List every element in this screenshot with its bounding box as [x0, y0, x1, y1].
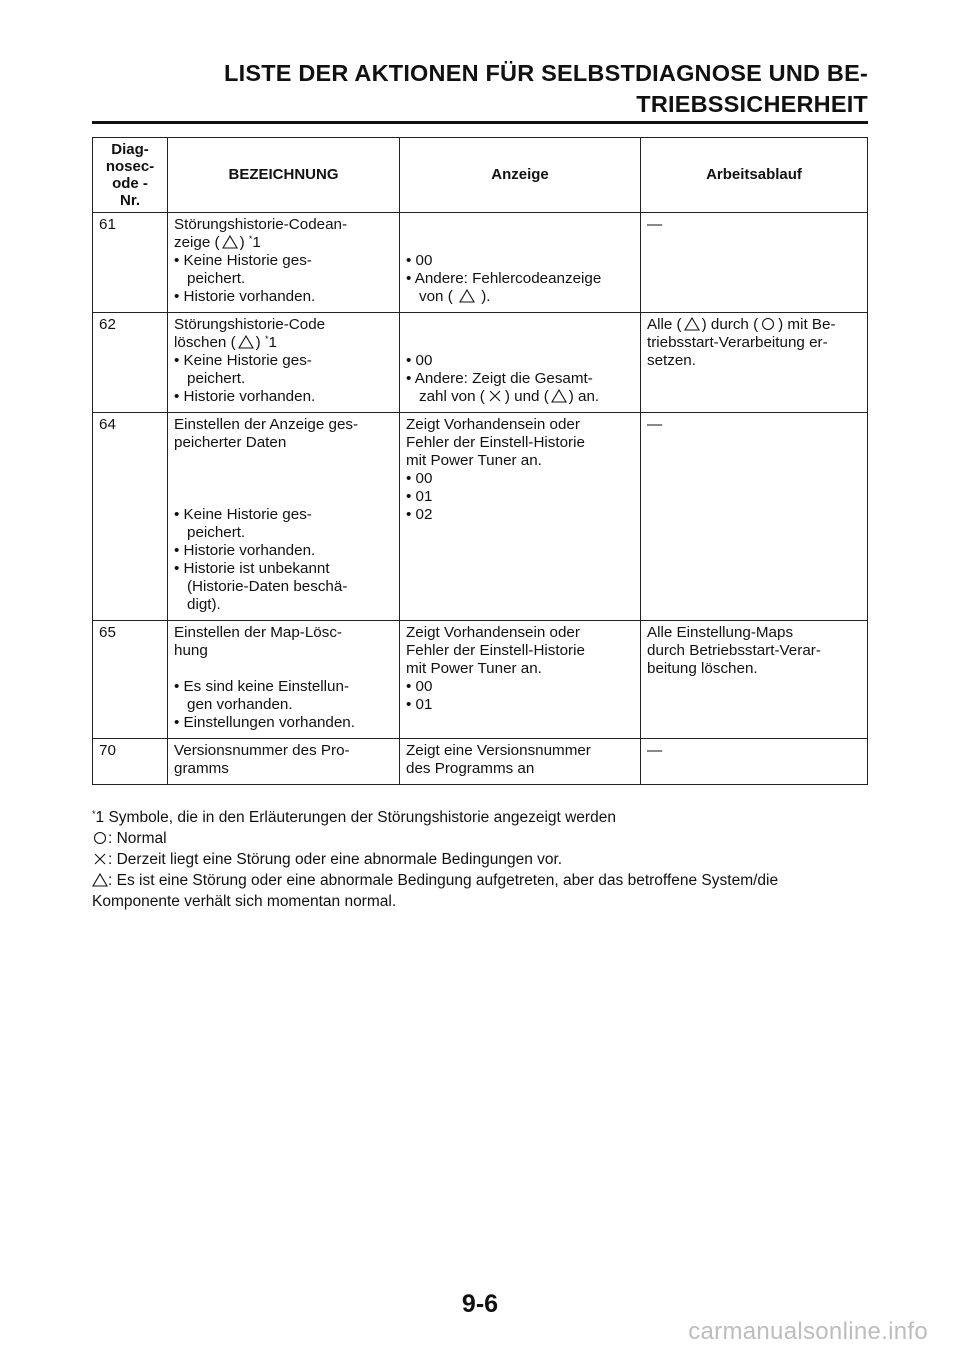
cross-icon: [92, 852, 108, 866]
display-text: Zeigt eine Versionsnummer: [406, 742, 591, 759]
name-text: [174, 334, 393, 352]
procedure-text: durch Betriebsstart-Verar-: [647, 642, 821, 659]
header-arbeitsablauf: Arbeitsablauf: [641, 138, 868, 213]
name-text: Einstellen der Anzeige ges-: [174, 416, 359, 433]
procedure-text: Alle Einstellung-Maps: [647, 624, 794, 641]
display-cell: [400, 313, 641, 413]
page-title: [224, 58, 868, 120]
name-cell: [168, 313, 400, 413]
procedure-text: triebsstart-Verarbeitung er-: [647, 334, 828, 351]
legend-text: : Derzeit liegt eine Störung oder eine abnormale Bedingungen vor.: [108, 851, 563, 868]
code-cell: 64: [93, 413, 168, 621]
name-text: Störungshistorie-Codean-: [174, 216, 348, 233]
display-text-a: zahl von (: [419, 388, 485, 405]
procedure-text-a: Alle (: [647, 316, 682, 333]
name-text: gramms: [174, 760, 229, 777]
cross-icon: [487, 389, 503, 403]
table-row: [93, 413, 868, 621]
display-continuation: [406, 388, 634, 406]
legend-circle: [92, 828, 872, 849]
display-text: Fehler der Einstell-Historie: [406, 434, 585, 451]
name-cell: [168, 213, 400, 313]
code-cell: 62: [93, 313, 168, 413]
display-value: • Andere: Fehlercodeanzeige: [406, 270, 602, 287]
code-cell: 65: [93, 621, 168, 739]
name-text-a: löschen (: [174, 334, 236, 351]
procedure-cell: —: [641, 739, 868, 785]
triangle-icon: [684, 317, 700, 331]
code-cell: 61: [93, 213, 168, 313]
bullet-item: • Historie vorhanden.: [174, 288, 316, 305]
legend-triangle: [92, 870, 872, 891]
triangle-icon: [551, 389, 567, 403]
name-text: peicherter Daten: [174, 434, 287, 451]
bullet-item: • Es sind keine Einstellun-: [174, 678, 349, 695]
bullet-item: • Historie vorhanden.: [174, 542, 316, 559]
header-bezeichnung: BEZEICHNUNG: [168, 138, 400, 213]
bullet-continuation: (Historie-Daten beschä-: [187, 578, 348, 595]
display-text-c: ) an.: [568, 388, 600, 405]
watermark: carmanualsonline.info: [688, 1318, 928, 1345]
table-row: [93, 213, 868, 313]
page-number: 9-6: [461, 1290, 499, 1318]
display-value: • 02: [406, 506, 433, 523]
display-cell: [400, 413, 641, 621]
display-cell: [400, 621, 641, 739]
display-value: • 00: [406, 678, 433, 695]
footnote-text: 1 Symbole, die in den Erläuterungen der Störungshistorie angezeigt werden: [95, 809, 616, 826]
triangle-icon: [222, 235, 238, 249]
footnote: [92, 807, 872, 828]
diagnosis-table: [92, 137, 868, 785]
name-text: Störungshistorie-Code: [174, 316, 326, 333]
display-value: • Andere: Zeigt die Gesamt-: [406, 370, 593, 387]
title-rule: [92, 121, 868, 124]
display-value: • 00: [406, 252, 433, 269]
triangle-icon: [92, 873, 108, 887]
display-cell: [400, 739, 641, 785]
display-value: • 00: [406, 352, 433, 369]
footnote-number: 1: [252, 234, 261, 251]
footnote-mark: *: [264, 334, 269, 344]
table-header-row: [93, 138, 868, 213]
footnote-mark: *: [248, 234, 253, 244]
symbol-legend: [92, 807, 872, 912]
bullet-continuation: peichert.: [187, 370, 246, 387]
name-text-b: ): [239, 234, 245, 251]
title-line-2: TRIEBSSICHERHEIT: [636, 91, 868, 117]
name-text: Einstellen der Map-Lösc-: [174, 624, 342, 641]
name-text-a: zeige (: [174, 234, 220, 251]
procedure-cell: [641, 621, 868, 739]
code-cell: 70: [93, 739, 168, 785]
legend-text: Komponente verhält sich momentan normal.: [92, 893, 397, 910]
footnote-number: 1: [268, 334, 277, 351]
display-cell: [400, 213, 641, 313]
triangle-icon: [238, 335, 254, 349]
bullet-item: • Einstellungen vorhanden.: [174, 714, 355, 731]
bullet-item: • Keine Historie ges-: [174, 252, 312, 269]
legend-text: : Normal: [108, 830, 167, 847]
display-text-b: ) und (: [504, 388, 549, 405]
display-text: Fehler der Einstell-Historie: [406, 642, 585, 659]
title-line-1: LISTE DER AKTIONEN FÜR SELBSTDIAGNOSE UND BE-: [224, 60, 868, 86]
display-text-b: ).: [481, 288, 491, 305]
name-cell: [168, 621, 400, 739]
procedure-text: beitung löschen.: [647, 660, 758, 677]
display-text-a: von (: [419, 288, 453, 305]
procedure-text: [647, 316, 861, 334]
display-value: • 01: [406, 696, 433, 713]
table-row: [93, 621, 868, 739]
name-cell: [168, 413, 400, 621]
name-text-b: ): [255, 334, 261, 351]
procedure-text-c: ) mit Be-: [778, 316, 836, 333]
display-text: des Programms an: [406, 760, 535, 777]
name-text: hung: [174, 642, 208, 659]
procedure-text-b: ) durch (: [701, 316, 759, 333]
procedure-text: setzen.: [647, 352, 696, 369]
bullet-continuation: digt).: [187, 596, 221, 613]
display-continuation: [406, 288, 634, 306]
triangle-icon: [459, 289, 475, 303]
display-text: Zeigt Vorhandensein oder: [406, 416, 580, 433]
circle-icon: [92, 831, 108, 845]
legend-cross: [92, 849, 872, 870]
display-value: • 01: [406, 488, 433, 505]
bullet-continuation: gen vorhanden.: [187, 696, 293, 713]
name-cell: [168, 739, 400, 785]
bullet-item: • Keine Historie ges-: [174, 352, 312, 369]
procedure-cell: —: [641, 213, 868, 313]
bullet-continuation: peichert.: [187, 270, 246, 287]
header-anzeige: Anzeige: [400, 138, 641, 213]
bullet-continuation: peichert.: [187, 524, 246, 541]
bullet-item: • Historie ist unbekannt: [174, 560, 330, 577]
display-value: • 00: [406, 470, 433, 487]
table-row: [93, 313, 868, 413]
table-row: [93, 739, 868, 785]
procedure-cell: —: [641, 413, 868, 621]
bullet-item: • Keine Historie ges-: [174, 506, 312, 523]
display-text: mit Power Tuner an.: [406, 452, 542, 469]
procedure-cell: [641, 313, 868, 413]
bullet-item: • Historie vorhanden.: [174, 388, 316, 405]
footnote-mark: *: [92, 809, 96, 819]
name-text: Versionsnummer des Pro-: [174, 742, 350, 759]
display-text: mit Power Tuner an.: [406, 660, 542, 677]
legend-text: : Es ist eine Störung oder eine abnormale Bedingung aufgetreten, aber das betroffene System/die: [108, 872, 779, 889]
name-text: [174, 234, 393, 252]
display-text: Zeigt Vorhandensein oder: [406, 624, 580, 641]
circle-icon: [760, 317, 776, 331]
header-diag-code-nr: Diag- nosec- ode - Nr.: [93, 138, 168, 213]
